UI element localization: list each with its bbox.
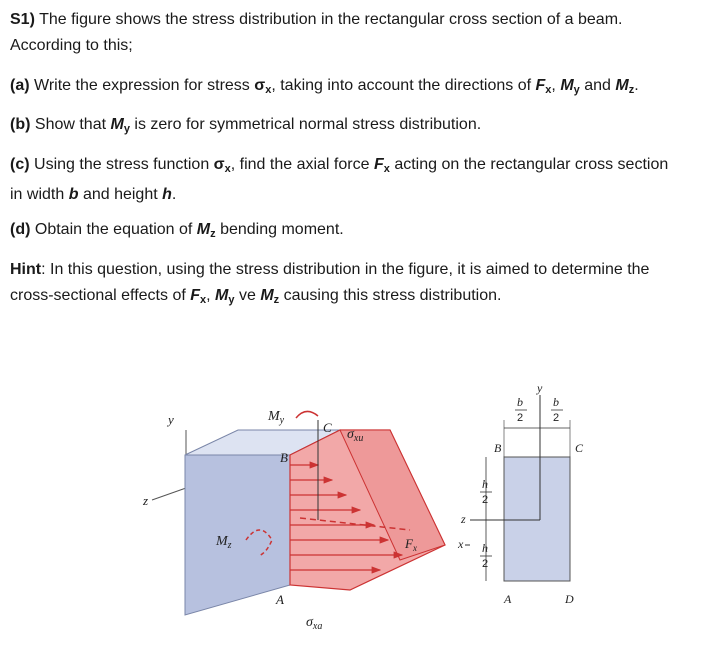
- part-c-label: (c): [10, 156, 30, 173]
- part-a-text: .: [634, 77, 639, 94]
- sym-sub: z: [628, 84, 635, 96]
- point-C-label: C: [323, 420, 332, 435]
- sym-sub: y: [123, 123, 130, 135]
- My-moment-arrow: [296, 411, 318, 418]
- sym-M: M: [196, 221, 211, 238]
- sigma-xu-label: $\sigma_{xu}$: [347, 427, 364, 444]
- sym-M: M: [215, 287, 229, 304]
- sym-sigma: σ: [254, 77, 266, 94]
- section-x-label: x: [458, 537, 464, 551]
- sym-b: b: [68, 186, 79, 203]
- point-B-label: B: [280, 450, 288, 465]
- sym-F: F: [373, 156, 384, 173]
- part-b-text: is zero for symmetrical normal stress distribution.: [134, 116, 482, 133]
- sym-sub: y: [573, 84, 580, 96]
- y-axis-label: y: [168, 412, 174, 427]
- h-half-num: h: [482, 477, 488, 491]
- cross-section: [457, 381, 584, 606]
- h-half-num: h: [482, 541, 488, 555]
- h-half-den: 2: [482, 494, 489, 506]
- b-half-num: b: [553, 395, 559, 409]
- part-c-text: and height: [82, 186, 158, 203]
- hint-text: ve: [238, 287, 256, 304]
- hint-text: causing this stress distribution.: [283, 287, 502, 304]
- part-a-text: , taking into account the directions of: [271, 77, 532, 94]
- part-d-text: Obtain the equation of: [34, 221, 193, 238]
- b-half-den: 2: [553, 412, 560, 424]
- hint-text: cross-sectional effects of: [10, 287, 186, 304]
- sym-sub: z: [273, 294, 280, 306]
- sym-sub: x: [383, 163, 390, 175]
- sym-sub: x: [224, 163, 231, 175]
- sym-M: M: [615, 77, 629, 94]
- section-B-label: B: [494, 441, 502, 455]
- beam-front-face: [185, 455, 290, 615]
- sym-sub: y: [228, 294, 235, 306]
- part-a-text: and: [584, 77, 611, 94]
- hint-text: ,: [206, 287, 211, 304]
- sym-sub: x: [265, 84, 272, 96]
- part-c-text: , find the axial force: [230, 156, 370, 173]
- intro-text: The figure shows the stress distribution in the rectangular cross section of a beam.: [39, 11, 623, 28]
- part-c-text: in width: [10, 186, 65, 203]
- sym-sub: x: [545, 84, 552, 96]
- hint-text: : In this question, using the stress distribution in the figure, it is aimed to determine the: [41, 261, 650, 278]
- section-rect: [504, 457, 570, 581]
- point-A-label: A: [276, 592, 284, 607]
- section-D-label: D: [565, 592, 574, 606]
- hint-label: Hint: [10, 261, 42, 278]
- sym-M: M: [110, 116, 124, 133]
- section-z-label: z: [461, 512, 466, 526]
- section-A-label: A: [504, 592, 512, 606]
- part-a-label: (a): [10, 77, 30, 94]
- b-half-den: 2: [517, 412, 524, 424]
- part-a-text: Write the expression for stress: [34, 77, 250, 94]
- section-C-label: C: [575, 441, 584, 455]
- b-half-num: b: [517, 395, 523, 409]
- part-c-text: acting on the rectangular cross section: [394, 156, 669, 173]
- part-c-text: .: [171, 186, 177, 203]
- part-c-text: Using the stress function: [34, 156, 210, 173]
- z-axis-label: z: [143, 493, 149, 508]
- part-b-text: Show that: [34, 116, 107, 133]
- sym-F: F: [535, 77, 546, 94]
- sym-sub: z: [210, 228, 216, 240]
- z-axis-line: [152, 488, 186, 500]
- sym-F: F: [190, 287, 201, 304]
- problem-label: S1): [10, 11, 35, 28]
- part-d-label: (d): [10, 221, 31, 238]
- sym-sub: x: [200, 294, 207, 306]
- intro-text-2: According to this;: [10, 37, 133, 54]
- sym-M: M: [260, 287, 274, 304]
- h-half-den: 2: [482, 558, 489, 570]
- sym-h: h: [162, 186, 172, 203]
- sigma-xa-label: $\sigma_{xa}$: [306, 615, 323, 632]
- sym-sigma: σ: [213, 156, 225, 173]
- My-label: $M_y$: [268, 409, 285, 426]
- part-d-text: bending moment.: [220, 221, 344, 238]
- section-y-label: y: [537, 381, 543, 395]
- left-axes: [142, 412, 186, 508]
- Mz-label: $M_z$: [216, 534, 232, 551]
- part-b-label: (b): [10, 116, 31, 133]
- part-a-text: ,: [551, 77, 556, 94]
- stress-distribution: [290, 420, 445, 590]
- Fx-label: $F_x$: [405, 536, 417, 553]
- sym-M: M: [560, 77, 574, 94]
